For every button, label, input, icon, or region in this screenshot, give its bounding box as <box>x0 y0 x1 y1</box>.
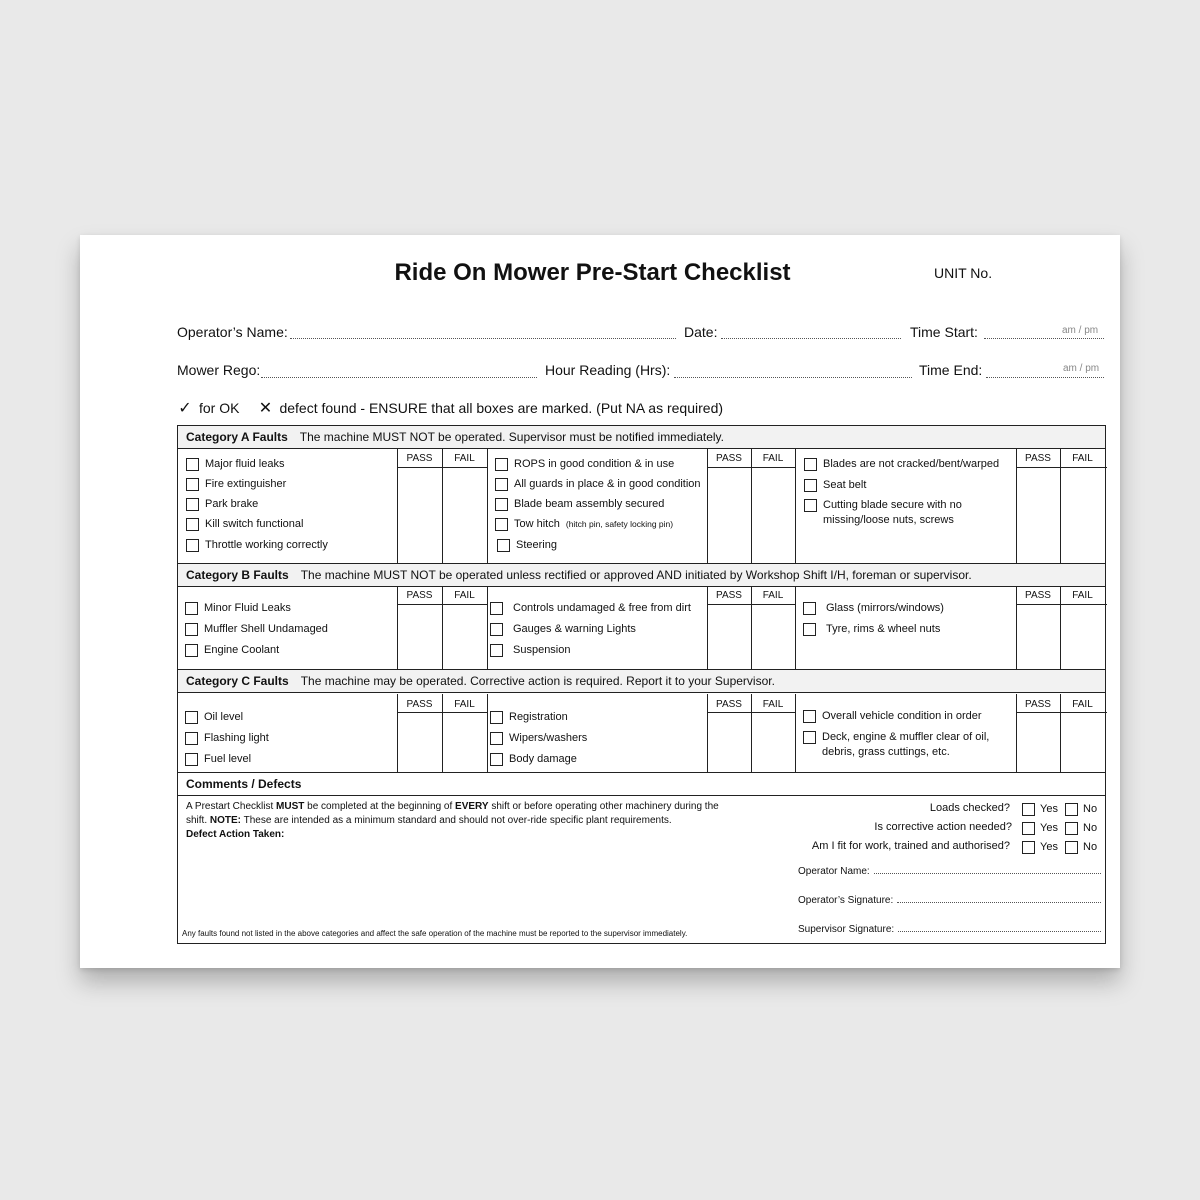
checkbox[interactable] <box>804 479 817 492</box>
checkbox[interactable] <box>185 732 198 745</box>
check-item[interactable] <box>804 457 999 472</box>
checkbox[interactable] <box>803 731 816 744</box>
time-start-line[interactable] <box>984 338 1104 339</box>
item-label: Flashing light <box>204 732 269 744</box>
checkbox[interactable] <box>804 499 817 512</box>
time-start-ampm: am / pm <box>1062 325 1099 336</box>
question-loads-checked: Loads checked? <box>929 802 1010 814</box>
check-item[interactable] <box>186 517 303 532</box>
comments-header <box>178 773 1105 796</box>
pass-header: PASS <box>716 590 742 601</box>
time-start-label: Time Start: <box>910 324 978 340</box>
check-item[interactable] <box>185 601 291 616</box>
checklist-table <box>177 425 1106 944</box>
category-b-title: Category B Faults <box>186 568 289 582</box>
checkbox[interactable] <box>803 710 816 723</box>
divider <box>1016 467 1107 468</box>
divider <box>397 467 487 468</box>
time-end-label: Time End: <box>919 362 983 378</box>
item-label: debris, grass cuttings, etc. <box>822 746 950 758</box>
checkbox[interactable] <box>495 498 508 511</box>
checkbox[interactable] <box>186 478 199 491</box>
checkbox[interactable] <box>1065 822 1078 835</box>
category-a-title: Category A Faults <box>186 430 288 444</box>
checkbox[interactable] <box>495 458 508 471</box>
operator-signature[interactable]: Operator’s Signature: <box>798 895 1101 906</box>
checkbox[interactable] <box>490 732 503 745</box>
unit-number-label: UNIT No. <box>934 265 993 281</box>
divider <box>795 694 796 772</box>
item-label: Seat belt <box>823 479 867 491</box>
operator-name-label: Operator’s Name: <box>177 324 288 340</box>
checkbox[interactable] <box>1022 803 1035 816</box>
checkbox[interactable] <box>490 602 503 615</box>
divider <box>1016 712 1107 713</box>
pass-header: PASS <box>406 590 433 601</box>
check-item[interactable] <box>803 730 989 760</box>
checkbox[interactable] <box>490 711 503 724</box>
checkbox[interactable] <box>186 458 199 471</box>
check-item[interactable] <box>185 643 279 658</box>
item-label: Tyre, rims & wheel nuts <box>826 623 941 635</box>
item-label: Park brake <box>205 498 259 510</box>
time-end-ampm: am / pm <box>1063 363 1100 374</box>
divider <box>487 694 488 772</box>
item-label: Gauges & warning Lights <box>513 623 636 635</box>
tow-hitch-note: (hitch pin, safety locking pin) <box>565 519 674 529</box>
question-fit-for-work: Am I fit for work, trained and authorised? <box>811 840 1010 852</box>
category-c-header <box>178 670 1105 693</box>
item-label: Controls undamaged & free from dirt <box>513 602 691 614</box>
item-label: Wipers/washers <box>509 732 588 744</box>
check-item[interactable] <box>185 622 328 637</box>
divider <box>707 712 795 713</box>
item-label: Oil level <box>204 711 244 723</box>
divider <box>397 712 487 713</box>
divider <box>707 467 795 468</box>
divider <box>795 449 796 563</box>
checkbox[interactable] <box>185 623 198 636</box>
date-line[interactable] <box>721 338 901 339</box>
check-item[interactable] <box>490 710 568 725</box>
item-label: Blades are not cracked/bent/warped <box>823 458 1000 470</box>
divider <box>397 604 487 605</box>
operator-name-signature[interactable]: Operator Name: <box>798 866 1101 877</box>
page-title: Ride On Mower Pre-Start Checklist <box>394 259 791 286</box>
item-label: All guards in place & in good condition <box>514 478 701 490</box>
no-option[interactable]: No <box>1065 802 1097 816</box>
check-item[interactable] <box>186 538 328 553</box>
yes-option[interactable]: Yes <box>1022 802 1058 816</box>
checkbox[interactable] <box>803 602 816 615</box>
check-item[interactable] <box>803 601 944 616</box>
question-corrective-action: Is corrective action needed? <box>874 821 1012 833</box>
check-item[interactable] <box>185 752 251 767</box>
time-end-line[interactable] <box>986 377 1104 378</box>
faults-footer-note: Any faults found not listed in the above categories and affect the safe operation of the machine must be reported to the supervisor immediately. <box>182 929 688 938</box>
pass-header: PASS <box>406 453 433 464</box>
category-c-title: Category C Faults <box>186 674 289 688</box>
pass-header: PASS <box>716 699 742 710</box>
item-label: Steering <box>516 539 557 551</box>
legend-ok-text: for OK <box>199 400 240 416</box>
fail-header: FAIL <box>1072 590 1093 601</box>
checkbox[interactable] <box>495 518 508 531</box>
check-item[interactable] <box>803 709 982 724</box>
check-item[interactable] <box>490 643 571 658</box>
item-label: Registration <box>509 711 568 723</box>
item-label: Engine Coolant <box>204 644 280 656</box>
checkbox[interactable] <box>186 498 199 511</box>
category-a-header <box>178 426 1105 449</box>
mower-rego-line[interactable] <box>261 377 537 378</box>
item-label: Kill switch functional <box>205 518 304 530</box>
checkbox[interactable] <box>1022 822 1035 835</box>
divider <box>1016 604 1107 605</box>
check-item[interactable] <box>495 477 701 492</box>
category-c-desc: The machine may be operated. Corrective action is required. Report it to your Supervisor. <box>300 674 775 688</box>
check-item[interactable] <box>490 601 691 616</box>
item-label: Overall vehicle condition in order <box>822 710 982 722</box>
checkbox[interactable] <box>497 539 510 552</box>
category-b-desc: The machine MUST NOT be operated unless rectified or approved AND initiated by Workshop Shift I/H, foreman or supervisor. <box>300 568 972 582</box>
checkbox[interactable] <box>185 644 198 657</box>
operator-name-line[interactable] <box>290 338 676 339</box>
fail-header: FAIL <box>762 699 784 710</box>
pass-header: PASS <box>406 699 433 710</box>
hour-reading-label: Hour Reading (Hrs): <box>545 362 671 378</box>
fail-header: FAIL <box>762 453 784 464</box>
item-label: missing/loose nuts, screws <box>823 514 954 526</box>
item-label: Tow hitch <box>514 518 560 530</box>
divider <box>707 604 795 605</box>
checkbox[interactable] <box>186 518 199 531</box>
date-label: Date: <box>684 324 718 340</box>
checkbox[interactable] <box>490 753 503 766</box>
comments-title: Comments / Defects <box>186 777 302 791</box>
checkbox[interactable] <box>495 478 508 491</box>
checkbox[interactable] <box>804 458 817 471</box>
prestart-note: A Prestart Checklist MUST be completed at the beginning of EVERY shift or before operating other machinery during the shift. NOTE: These are intended as a minimum standard and should not over-ride specific plant requirements. Defect Action Taken: <box>186 801 719 840</box>
fail-header: FAIL <box>454 699 475 710</box>
check-item[interactable] <box>186 457 284 472</box>
cross-icon: ✕ <box>258 400 273 417</box>
check-item[interactable] <box>495 517 673 532</box>
check-item[interactable] <box>185 710 243 725</box>
checkbox[interactable] <box>185 711 198 724</box>
no-option[interactable]: No <box>1065 840 1097 854</box>
defect-action-label: Defect Action Taken: <box>186 829 285 840</box>
check-item[interactable] <box>804 498 962 528</box>
item-label: Fuel level <box>204 753 252 765</box>
check-item[interactable] <box>495 497 664 512</box>
check-item[interactable] <box>186 497 258 512</box>
hour-reading-line[interactable] <box>674 377 912 378</box>
check-item[interactable] <box>185 731 269 746</box>
check-item[interactable] <box>490 752 577 767</box>
check-item[interactable] <box>186 477 286 492</box>
check-icon: ✓ <box>178 400 192 417</box>
item-label: Glass (mirrors/windows) <box>826 602 944 614</box>
item-label: Minor Fluid Leaks <box>204 602 291 614</box>
divider <box>487 587 488 669</box>
item-label: Suspension <box>513 644 571 656</box>
divider <box>487 449 488 563</box>
item-label: Fire extinguisher <box>205 478 287 490</box>
no-option[interactable]: No <box>1065 821 1097 835</box>
fail-header: FAIL <box>1072 453 1093 464</box>
fail-header: FAIL <box>1072 699 1093 710</box>
checkbox[interactable] <box>803 623 816 636</box>
legend-defect-text: defect found - ENSURE that all boxes are marked. (Put NA as required) <box>279 400 724 416</box>
checkbox[interactable] <box>1065 841 1078 854</box>
pass-header: PASS <box>716 453 742 464</box>
mower-rego-label: Mower Rego: <box>177 362 261 378</box>
item-label: Deck, engine & muffler clear of oil, <box>822 731 990 743</box>
pass-header: PASS <box>1025 699 1051 710</box>
checkbox[interactable] <box>185 753 198 766</box>
category-a-desc: The machine MUST NOT be operated. Supervisor must be notified immediately. <box>299 430 724 444</box>
item-label: Throttle working correctly <box>205 539 328 551</box>
legend <box>177 398 723 418</box>
checkbox[interactable] <box>1065 803 1078 816</box>
divider <box>795 587 796 669</box>
yes-option[interactable]: Yes <box>1022 821 1058 835</box>
item-label: Major fluid leaks <box>205 458 285 470</box>
pass-header: PASS <box>1025 453 1051 464</box>
yes-option[interactable]: Yes <box>1022 840 1058 854</box>
checkbox[interactable] <box>1022 841 1035 854</box>
checkbox[interactable] <box>186 539 199 552</box>
item-label: Body damage <box>509 753 577 765</box>
check-item[interactable] <box>804 478 866 493</box>
checkbox[interactable] <box>490 644 503 657</box>
category-b-header <box>178 564 1105 587</box>
checkbox[interactable] <box>490 623 503 636</box>
checklist-sheet <box>80 235 1120 968</box>
item-label: ROPS in good condition & in use <box>514 458 675 470</box>
check-item[interactable] <box>803 622 940 637</box>
pass-header: PASS <box>1025 590 1051 601</box>
check-item[interactable] <box>495 457 674 472</box>
fail-header: FAIL <box>454 453 475 464</box>
check-item[interactable] <box>490 731 587 746</box>
fail-header: FAIL <box>762 590 784 601</box>
item-label: Muffler Shell Undamaged <box>204 623 328 635</box>
item-label: Blade beam assembly secured <box>514 498 665 510</box>
supervisor-signature[interactable]: Supervisor Signature: <box>798 924 1101 935</box>
checkbox[interactable] <box>185 602 198 615</box>
fail-header: FAIL <box>454 590 475 601</box>
item-label: Cutting blade secure with no <box>823 499 962 511</box>
check-item[interactable] <box>490 622 636 637</box>
check-item[interactable] <box>497 538 557 553</box>
